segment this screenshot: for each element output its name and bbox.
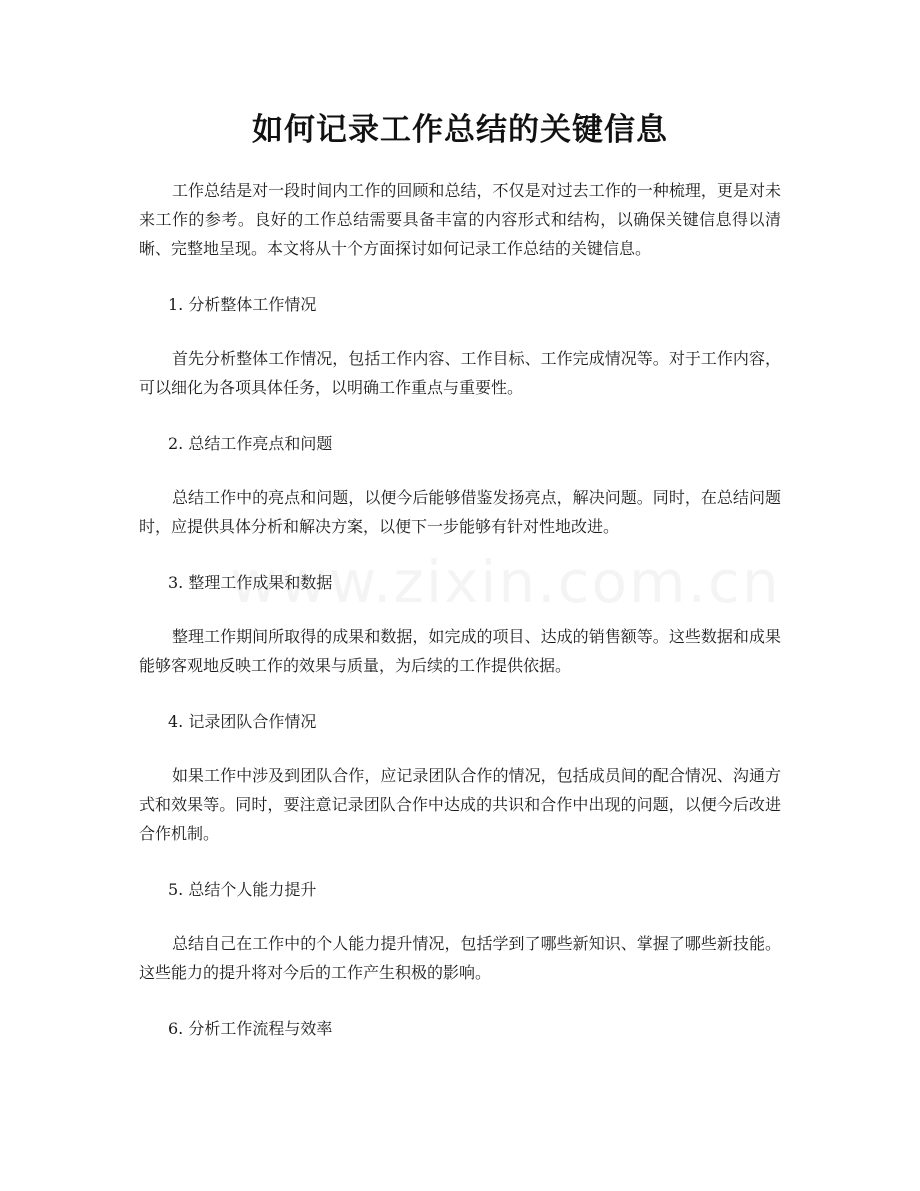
section-body-1: 首先分析整体工作情况，包括工作内容、工作目标、工作完成情况等。对于工作内容，可以细化为各项具体任务，以明确工作重点与重要性。 [139, 349, 781, 397]
spacer [139, 319, 781, 344]
spacer [139, 904, 781, 929]
spacer [139, 987, 781, 1014]
spacer [139, 597, 781, 622]
section-heading-2: 2. 总结工作亮点和问题 [168, 434, 333, 453]
spacer [139, 402, 781, 429]
section-heading-3: 3. 整理工作成果和数据 [168, 573, 333, 592]
section-heading-1: 1. 分析整体工作情况 [168, 295, 317, 314]
spacer [139, 680, 781, 707]
spacer [139, 848, 781, 875]
document-title: 如何记录工作总结的关键信息 [252, 112, 668, 148]
section-heading-6: 6. 分析工作流程与效率 [168, 1019, 333, 1038]
spacer [139, 458, 781, 483]
spacer [139, 736, 781, 761]
spacer [139, 263, 781, 290]
section-body-3: 整理工作期间所取得的成果和数据，如完成的项目、达成的销售额等。这些数据和成果能够客观地反映工作的效果与质量，为后续的工作提供依据。 [139, 627, 781, 675]
section-body-5: 总结自己在工作中的个人能力提升情况，包括学到了哪些新知识、掌握了哪些新技能。这些能力的提升将对今后的工作产生积极的影响。 [139, 934, 781, 982]
section-heading-5: 5. 总结个人能力提升 [168, 880, 317, 899]
spacer [139, 541, 781, 568]
section-body-4: 如果工作中涉及到团队合作，应记录团队合作的情况，包括成员间的配合情况、沟通方式和效果等。同时，要注意记录团队合作中达成的共识和合作中出现的问题，以便今后改进合作机制。 [139, 766, 781, 843]
intro-paragraph: 工作总结是对一段时间内工作的回顾和总结，不仅是对过去工作的一种梳理，更是对未来工作的参考。良好的工作总结需要具备丰富的内容形式和结构，以确保关键信息得以清晰、完整地呈现。本文将从十个方面探讨如何记录工作总结的关键信息。 [139, 181, 781, 258]
section-body-2: 总结工作中的亮点和问题，以便今后能够借鉴发扬亮点，解决问题。同时，在总结问题时，应提供具体分析和解决方案，以便下一步能够有针对性地改进。 [139, 488, 781, 536]
document-body [139, 176, 781, 1043]
section-heading-4: 4. 记录团队合作情况 [168, 712, 317, 731]
